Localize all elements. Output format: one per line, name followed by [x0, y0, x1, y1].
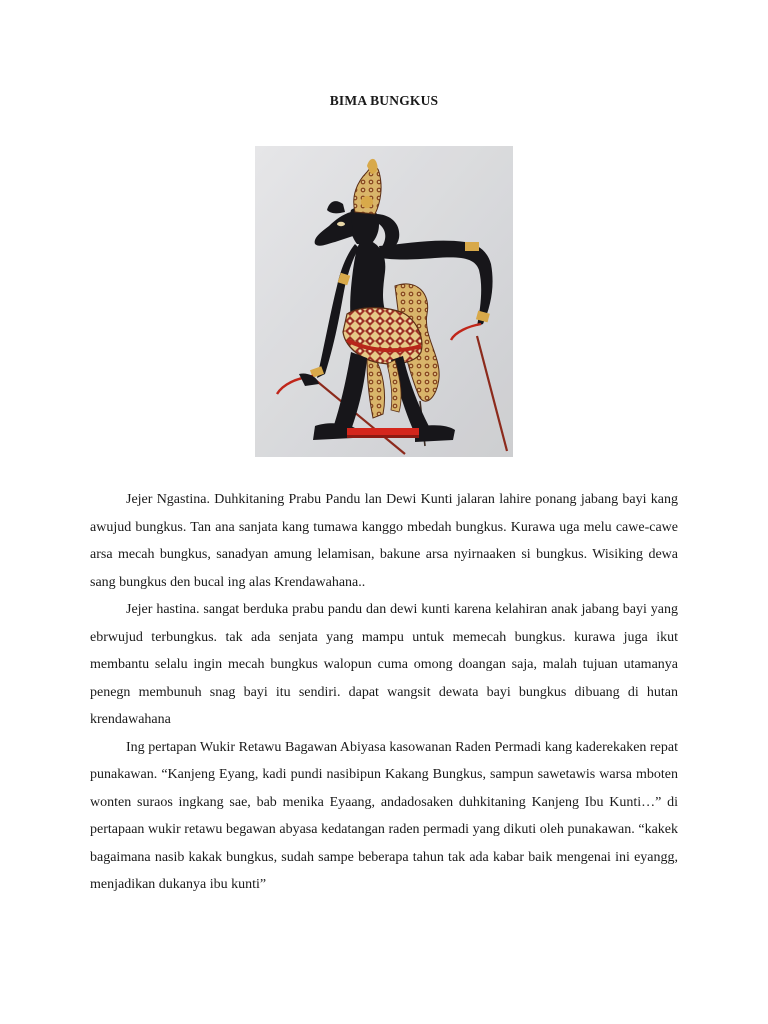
- paragraph-3: Ing pertapan Wukir Retawu Bagawan Abiyasa kasowanan Raden Permadi kang kaderekaken repat punakawan. “Kanjeng Eyang, kadi pundi nasibipun Kakang Bungkus, sampun sawetawis warsa mboten wonten suraos ingkang sae, bab menika Eyaang, andadosaken duhkitaning Kanjeng Ibu Kunti…” di pertapaan wukir retawu begawan abyasa kedatangan raden permadi yang dikuti oleh punakawan. “kakek bagaimana nasib kakak bungkus, sudah sampe beberapa tahun tak ada kabar baik mengenai ini eyangg, menjadikan dukanya ibu kunti”: [90, 739, 678, 892]
- paragraph-1: Jejer Ngastina. Duhkitaning Prabu Pandu lan Dewi Kunti jalaran lahire ponang jabang bayi kang awujud bungkus. Tan ana sanjata kang tumawa kanggo mbedah bungkus. Kurawa uga melu cawe-cawe arsa mecah bungkus, sanadyan amung lelamisan, bakune arsa nyirnaaken si bungkus. Wisiking dewa sang bungkus den bucal ing alas Krendawahana..: [90, 492, 678, 590]
- paragraph-2: Jejer hastina. sangat berduka prabu pandu dan dewi kunti karena kelahiran anak jabang bayi yang ebrwujud terbungkus. tak ada senjata yang mampu untuk memecah bungkus. kurawa juga ikut membantu selalu ingin mecah bungkus walopun cuma omong doangan saja, malah tujuan utamanya penegn membunuh snag bayi itu sendiri. dapat wangsit dewata bayi bungkus dibuang di hutan krendawahana: [90, 602, 678, 727]
- body-text: [90, 486, 678, 899]
- document-title: BIMA BUNGKUS: [329, 93, 439, 108]
- wayang-puppet-photo: [255, 146, 513, 457]
